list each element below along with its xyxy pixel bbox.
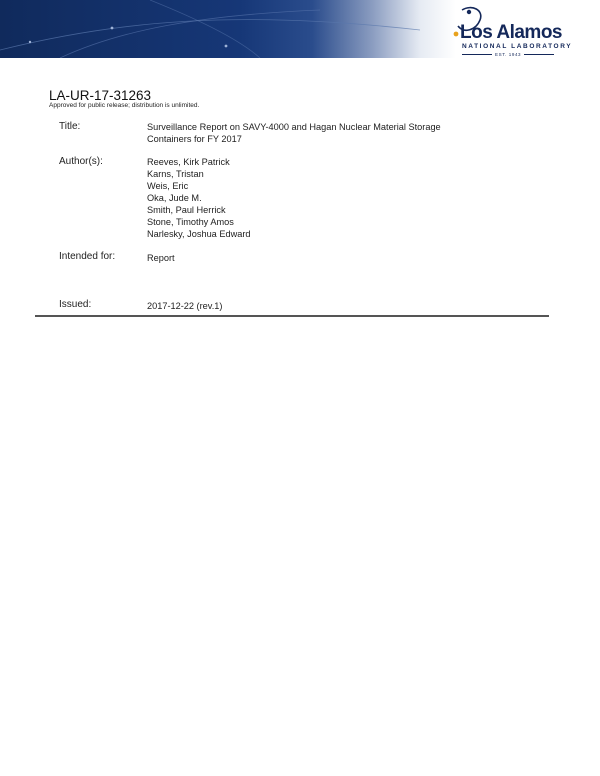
author-name: Karns, Tristan	[147, 169, 204, 179]
logo-accent-dot	[454, 32, 459, 37]
author-name: Oka, Jude M.	[147, 193, 202, 203]
title-line: Containers for FY 2017	[147, 134, 242, 144]
los-alamos-logo	[440, 4, 600, 58]
logo-subtitle: NATIONAL LABORATORY	[462, 43, 573, 50]
section-divider	[35, 315, 549, 317]
logo-name: Los Alamos	[460, 22, 562, 43]
approval-note: Approved for public release; distribution is unlimited.	[49, 102, 200, 109]
report-number: LA-UR-17-31263	[49, 88, 152, 103]
author-name: Smith, Paul Herrick	[147, 205, 226, 215]
title-value	[147, 121, 441, 145]
logo-divider-right	[524, 54, 554, 55]
issued-label: Issued:	[59, 299, 92, 310]
intended-for-value: Report	[147, 253, 175, 263]
title-label: Title:	[59, 121, 81, 132]
author-name: Reeves, Kirk Patrick	[147, 157, 230, 167]
intended-for-label: Intended for:	[59, 251, 116, 262]
authors-list	[147, 156, 251, 240]
authors-label: Author(s):	[59, 156, 103, 167]
author-name: Stone, Timothy Amos	[147, 217, 234, 227]
title-line: Surveillance Report on SAVY-4000 and Hagan Nuclear Material Storage	[147, 122, 441, 132]
author-name: Narlesky, Joshua Edward	[147, 229, 251, 239]
issued-value: 2017-12-22 (rev.1)	[147, 301, 223, 311]
author-name: Weis, Eric	[147, 181, 189, 191]
logo-established: EST. 1943	[495, 52, 522, 57]
logo-divider-left	[462, 54, 492, 55]
